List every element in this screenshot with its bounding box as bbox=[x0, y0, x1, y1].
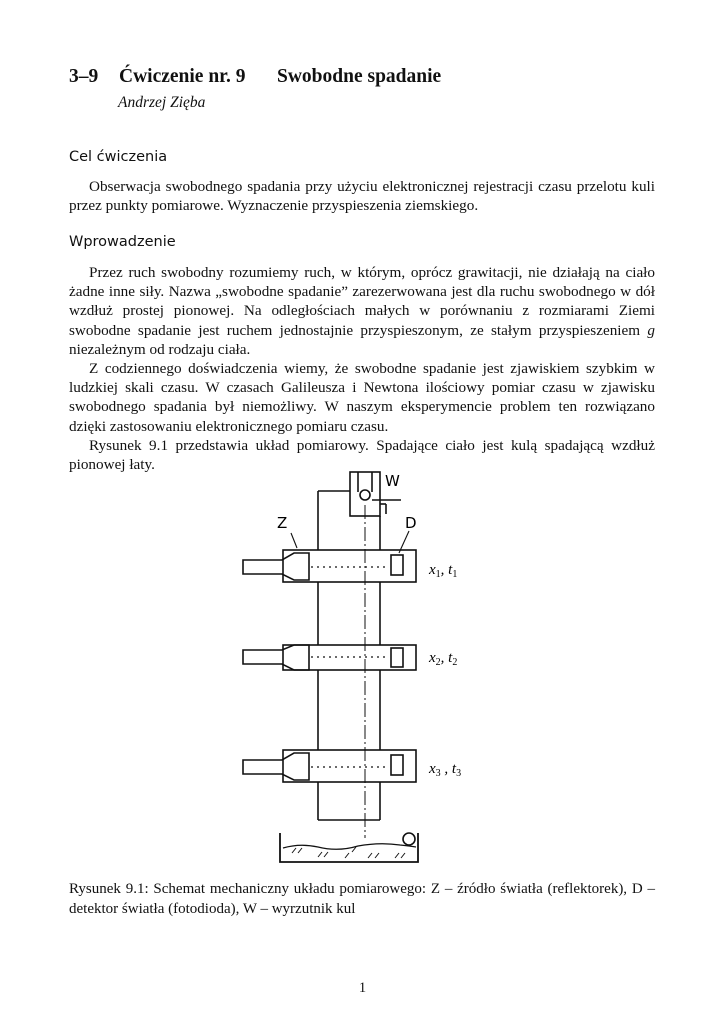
tray-liquid-surface bbox=[283, 844, 416, 850]
symbol-g: g bbox=[647, 321, 655, 339]
ball-in-launcher bbox=[360, 490, 370, 500]
label-detector: D bbox=[405, 514, 417, 532]
label-point-3: x3 , t3 bbox=[429, 761, 462, 779]
gate-3-light-source bbox=[243, 753, 309, 780]
author: Andrzej Zięba bbox=[118, 94, 206, 111]
intro-p1-part1: Przez ruch swobodny rozumiemy ruch, w którym, oprócz grawitacji, nie działają na ciało żadne inne siły. Nazwa „swobodne spadanie” zarezerwowana jest dla ruchu swobodnego w dół wzdłuż prostej pionowej. Na odległościach małych w porównaniu z rozmiarami Ziemi swobodne spadanie jest ruchem jednostajnie przyspieszonym, ze stałym przyspieszeniem bbox=[69, 264, 655, 339]
goal-paragraph bbox=[69, 177, 655, 215]
intro-paragraph-2: Z codziennego doświadczenia wiemy, że swobodne spadanie jest zjawiskiem szybkim w ludzkiej skali czasu. W czasach Galileusza i Newtona ilościowy pomiar czasu w zjawisku swobodnego spadania był niemożliwy. W naszym eksperymencie problem ten rozwiązano dzięki zastosowaniu elektronicznego pomiaru czasu. bbox=[69, 360, 655, 435]
gate-2-detector bbox=[391, 648, 403, 667]
measurement-setup-diagram bbox=[230, 462, 510, 872]
gate-1-detector bbox=[391, 555, 403, 575]
label-light-source: Z bbox=[277, 514, 288, 532]
goal-heading: Cel ćwiczenia bbox=[69, 149, 168, 165]
catch-tray bbox=[280, 833, 418, 862]
intro-heading: Wprowadzenie bbox=[69, 234, 176, 250]
gate-2-light-source bbox=[243, 645, 309, 670]
intro-paragraph-1 bbox=[69, 263, 655, 359]
pointer-z bbox=[291, 533, 297, 548]
page-title bbox=[69, 66, 441, 88]
ball-in-tray bbox=[403, 833, 415, 845]
section-number: 3–9 bbox=[69, 66, 99, 87]
label-point-1: x1, t1 bbox=[429, 562, 458, 580]
goal-text: Obserwacja swobodnego spadania przy użyciu elektronicznej rejestracji czasu przelotu kuli przez punkty pomiarowe. Wyznaczenie przyspieszenia ziemskiego. bbox=[69, 178, 655, 215]
exercise-name: Ćwiczenie nr. 9 bbox=[119, 66, 246, 87]
exercise-title: Swobodne spadanie bbox=[277, 66, 442, 87]
label-point-2: x2, t2 bbox=[429, 650, 458, 668]
page-number: 1 bbox=[358, 980, 367, 996]
intro-paragraphs bbox=[69, 263, 655, 474]
intro-paragraph-3: Rysunek 9.1 przedstawia układ pomiarowy. Spadające ciało jest kulą spadającą wzdłuż pionowej łaty. bbox=[69, 436, 655, 474]
label-launcher: W bbox=[385, 472, 400, 490]
figure-caption: Rysunek 9.1: Schemat mechaniczny układu pomiarowego: Z – źródło światła (reflektorek), D – detektor światła (fotodioda), W – wyrzutnik kul bbox=[69, 881, 655, 917]
gate-3-detector bbox=[391, 755, 403, 775]
intro-p1-part2: niezależnym od rodzaju ciała. bbox=[69, 340, 251, 358]
gate-1-light-source bbox=[243, 553, 309, 580]
